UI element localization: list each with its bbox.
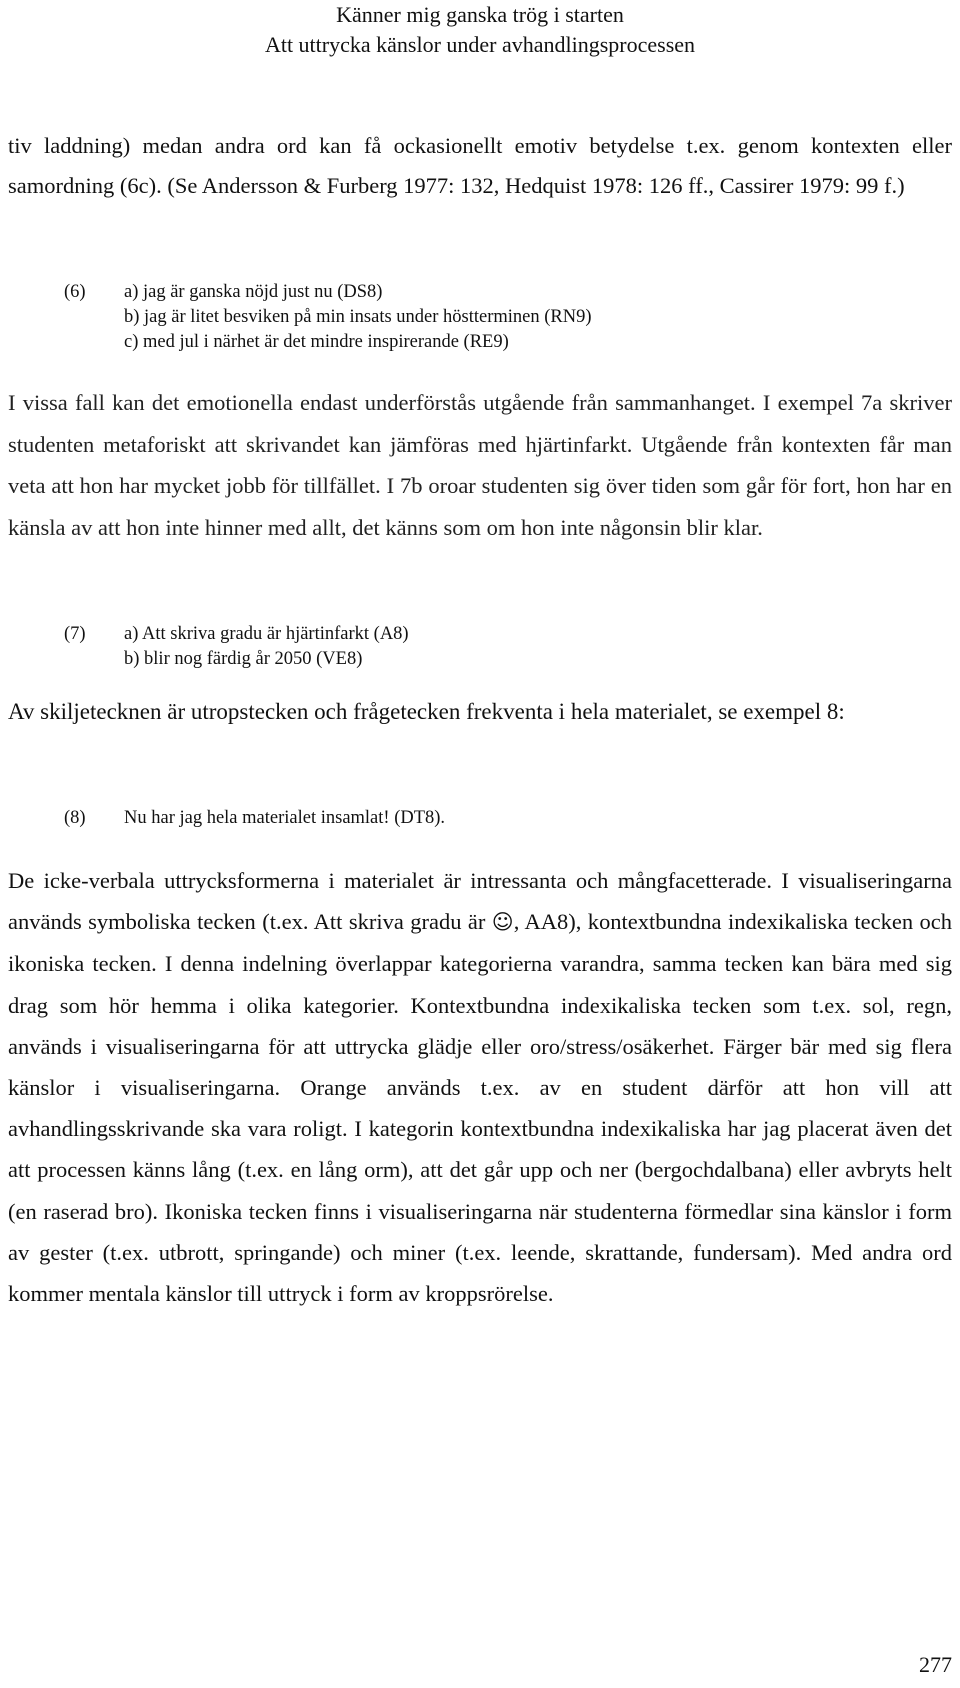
example-line: b) blir nog färdig år 2050 (VE8) bbox=[124, 649, 363, 669]
page-number: 277 bbox=[919, 1652, 952, 1677]
paragraph-punctuation: Av skiljetecknen är utropstecken och frågetecken frekventa i hela materialet, se exempel 8: bbox=[8, 699, 845, 724]
example-line: b) jag är litet besviken på min insats under höstterminen (RN9) bbox=[124, 307, 592, 327]
paragraph-text: De icke-verbala uttrycksformerna i materialet är intressanta och mångfacetterade. I visualiseringarna används symboliska tecken (t.ex. Att skriva gradu är bbox=[8, 868, 952, 935]
example-line: a) Att skriva gradu är hjärtinfarkt (A8) bbox=[124, 624, 409, 644]
example-number: (8) bbox=[64, 808, 86, 828]
paragraph-nonverbal bbox=[8, 860, 952, 1314]
example-number: (6) bbox=[64, 282, 86, 302]
example-line: Nu har jag hela materialet insamlat! (DT8). bbox=[124, 808, 446, 828]
paragraph-text: , AA8), kontextbundna indexikaliska tecken och ikoniska tecken. I denna indelning överlappar kategorierna varandra, samma tecken kan bära med sig drag som hör hemma i olika kategorier. Kontextbundna indexikaliska tecken som t.ex. sol, regn, används i visualiseringarna för att uttrycka glädje eller oro/stress/osäkerhet. Färger bär med sig flera känslor i visualiseringarna. Orange används t.ex. av en student därför att hon vill att avhandlingsskrivande ska vara roligt. I kategorin kontextbundna indexikaliska har jag placerat även det att processen känns lång (t.ex. en lång orm), att det går upp och ner (bergochdalbana) eller avbryts helt (en raserad bro). Ikoniska tecken finns i visualiseringarna när studenterna förmedlar sina känslor i form av gester (t.ex. utbrott, springande) och miner (t.ex. leende, skrattande, fundersam). Med andra ord kommer mentala känslor till uttryck i form av kroppsrörelse. bbox=[8, 909, 952, 1307]
example-line: a) jag är ganska nöjd just nu (DS8) bbox=[124, 282, 383, 302]
running-head-title: Känner mig ganska trög i starten bbox=[336, 2, 624, 27]
example-number: (7) bbox=[64, 624, 86, 644]
paragraph-implicit-emotion: I vissa fall kan det emotionella endast underförstås utgående från sammanhanget. I exempel 7a skriver studenten metaforiskt att skrivandet kan jämföras med hjärtinfarkt. Utgående från kontexten får man veta att hon har mycket jobb för tillfället. I 7b oroar studenten sig över tiden som går för fort, hon har en känsla av att hon inte hinner med allt, det känns som om hon inte någonsin blir klar. bbox=[8, 390, 952, 540]
running-head bbox=[0, 0, 960, 60]
smiley-icon: ☺ bbox=[491, 910, 514, 935]
example-line: c) med jul i närhet är det mindre inspirerande (RE9) bbox=[124, 332, 509, 352]
paragraph-intro: tiv laddning) medan andra ord kan få ockasionellt emotiv betydelse t.ex. genom kontexten eller samordning (6c). (Se Andersson & Furberg 1977: 132, Hedquist 1978: 126 ff., Cassirer 1979: 99 f.) bbox=[8, 133, 952, 198]
running-head-subtitle: Att uttrycka känslor under avhandlingsprocessen bbox=[264, 32, 696, 57]
